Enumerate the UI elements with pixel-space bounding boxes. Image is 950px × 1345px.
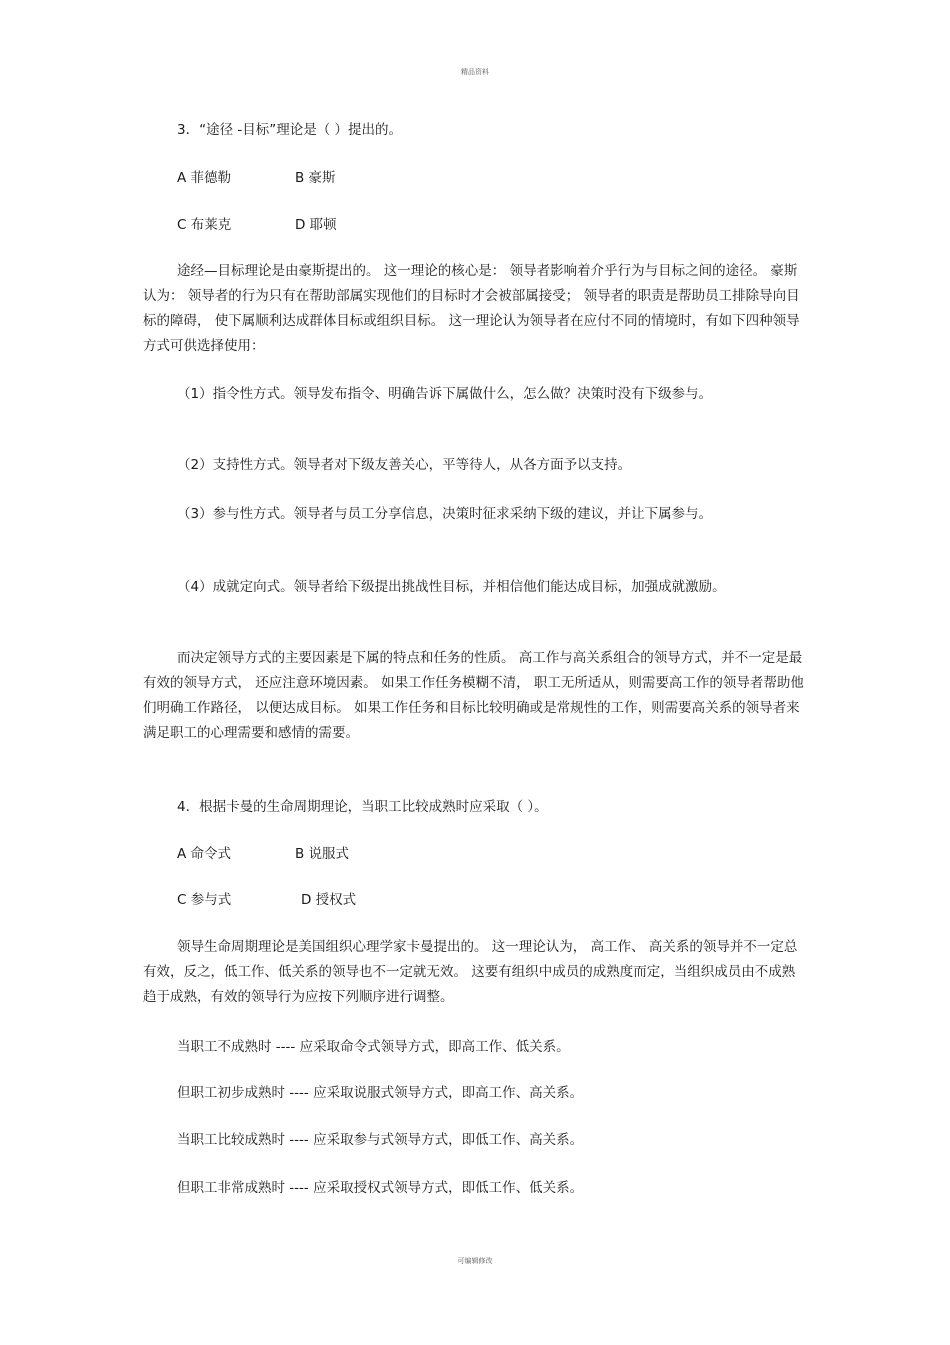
page-header: 精品资料	[461, 68, 489, 76]
question-4: 4．根据卡曼的生命周期理论，当职工比较成熟时应采取（ ）。	[177, 799, 548, 815]
q3-style-1: （1）指令性方式。领导发布指令、明确告诉下属做什么，怎么做？决策时没有下级参与。	[177, 386, 713, 402]
q3-option-c: C 布莱克	[177, 217, 232, 233]
q3-options-row-2	[177, 213, 337, 233]
q4-option-c: C 参与式	[177, 892, 232, 908]
q3-style-4: （4）成就定向式。领导者给下级提出挑战性目标，并相信他们能达成目标，加强成就激励。	[177, 579, 726, 595]
q4-explanation: 领导生命周期理论是美国组织心理学家卡曼提出的。 这一理论认为， 高工作、 高关系的领导并不一定总有效，反之，低工作、低关系的领导也不一定就无效。 这要有组织中成员的成熟度而定，当组织成员由不成熟趋于成熟，有效的领导行为应按下列顺序进行调整。	[143, 939, 798, 1005]
q4-options-row-1	[177, 842, 349, 862]
q3-option-b: B 豪斯	[295, 170, 336, 186]
q4-stage-3: 当职工比较成熟时 ---- 应采取参与式领导方式，即低工作、高关系。	[177, 1132, 584, 1148]
q4-options-row-2	[177, 888, 356, 908]
q3-options-row-1	[177, 166, 336, 186]
q4-stage-1: 当职工不成熟时 ---- 应采取命令式领导方式，即高工作、低关系。	[177, 1039, 570, 1055]
q3-explanation: 途经—目标理论是由豪斯提出的。 这一理论的核心是： 领导者影响着介乎行为与目标之间的途径。 豪斯认为： 领导者的行为只有在帮助部属实现他们的目标时才会被部属接受； 领导者的职责是帮助员工排除导向目标的障碍， 使下属顺利达成群体目标或组织目标。 这一理论认为领导者在应付不同的情境时，有如下四种领导方式可供选择使用：	[143, 263, 800, 354]
question-3: 3．“途径 -目标”理论是（ ）提出的。	[177, 122, 403, 138]
q4-stage-2: 但职工初步成熟时 ---- 应采取说服式领导方式，即高工作、高关系。	[177, 1085, 584, 1101]
page-footer: 可编辑修改	[457, 1257, 493, 1265]
q4-option-d: D 授权式	[301, 892, 357, 908]
q3-conclusion: 而决定领导方式的主要因素是下属的特点和任务的性质。 高工作与高关系组合的领导方式，并不一定是最有效的领导方式， 还应注意环境因素。 如果工作任务模糊不清， 职工无所适从，则需要高工作的领导者帮助他们明确工作路径， 以便达成目标。 如果工作任务和目标比较明确或是常规性的工作，则需要高关系的领导者来满足职工的心理需要和感情的需要。	[143, 650, 804, 741]
q4-option-b: B 说服式	[295, 846, 350, 862]
q3-option-d: D 耶顿	[295, 217, 337, 233]
q3-style-3: （3）参与性方式。领导者与员工分享信息，决策时征求采纳下级的建议，并让下属参与。	[177, 506, 713, 522]
q3-option-a: A 菲德勒	[177, 170, 232, 186]
q4-stage-4: 但职工非常成熟时 ---- 应采取授权式领导方式，即低工作、低关系。	[177, 1180, 584, 1196]
q4-option-a: A 命令式	[177, 846, 232, 862]
q3-style-2: （2）支持性方式。领导者对下级友善关心，平等待人，从各方面予以支持。	[177, 457, 632, 473]
